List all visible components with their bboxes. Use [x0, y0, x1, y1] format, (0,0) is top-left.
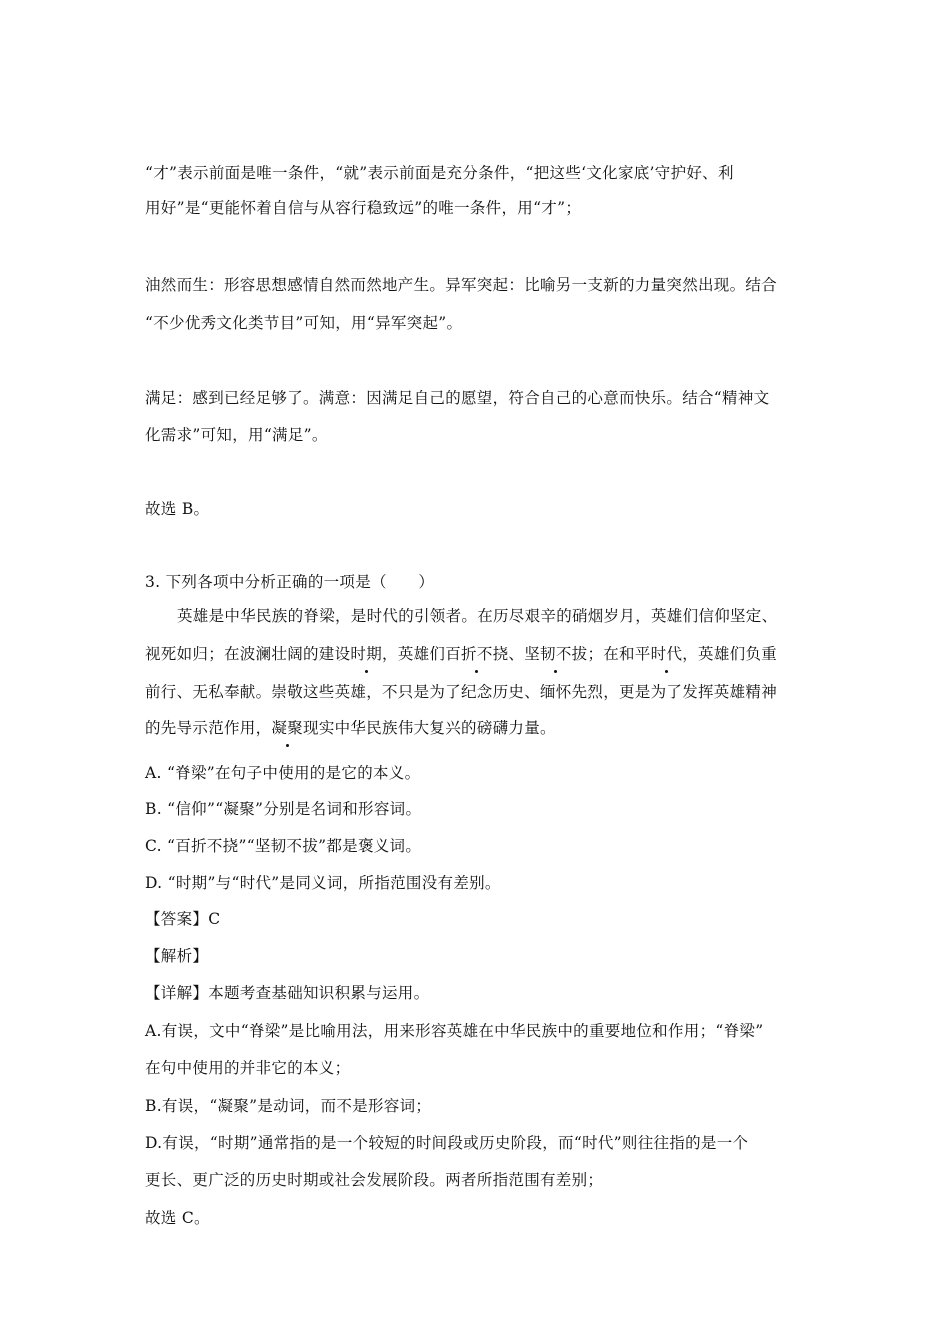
- passage-line: [145, 642, 777, 664]
- explain-a-line: 在句中使用的并非它的本义；: [145, 1059, 351, 1077]
- option-a: A. “脊梁”在句子中使用的是它的本义。: [145, 764, 421, 782]
- text-line: 油然而生：形容思想感情自然而然地产生。异军突起：比喻另一支新的力量突然出现。结合: [145, 276, 778, 294]
- passage-text: 的先导示范作用，: [145, 719, 272, 737]
- passage-text: ；在和平: [587, 645, 651, 663]
- emphasized-word: 凝聚: [271, 716, 303, 738]
- option-d: D. “时期”与“时代”是同义词，所指范围没有差别。: [145, 874, 501, 892]
- conclusion-c: 故选 C。: [145, 1209, 210, 1227]
- passage-text: ，英雄们负重: [682, 645, 778, 663]
- detail-heading: 【详解】本题考查基础知识积累与运用。: [145, 984, 430, 1002]
- explain-d-line: D.有误，“时期”通常指的是一个较短的时间段或历史阶段，而“时代”则往往指的是一个: [145, 1134, 749, 1152]
- passage-line: 前行、无私奉献。崇敬这些英雄，不只是为了纪念历史、缅怀先烈，更是为了发挥英雄精神: [145, 683, 778, 701]
- passage-line: 英雄是中华民族的脊梁，是时代的引领者。在历尽艰辛的硝烟岁月，英雄们信仰坚定、: [177, 607, 778, 625]
- option-b: B. “信仰”“凝聚”分别是名词和形容词。: [145, 800, 422, 818]
- passage-text: ，英雄们: [382, 645, 446, 663]
- passage-text: 视死如归；在波澜壮阔的建设: [145, 645, 351, 663]
- text-line: “才”表示前面是唯一条件，“就”表示前面是充分条件，“把这些‘文化家底’守护好、利: [145, 164, 734, 182]
- passage-text: 现实中华民族伟大复兴的磅礴力量。: [303, 719, 556, 737]
- text-line: 用好”是“更能怀着自信与从容行稳致远”的唯一条件，用“才”；: [145, 199, 582, 217]
- text-line: 满足：感到已经足够了。满意：因满足自己的愿望，符合自己的心意而快乐。结合“精神文: [145, 389, 770, 407]
- emphasized-word: 百折不挠: [445, 642, 508, 664]
- emphasized-word: 坚韧不拔: [524, 642, 587, 664]
- option-c: C. “百折不挠”“坚韧不拔”都是褒义词。: [145, 837, 422, 855]
- passage-line: [145, 716, 556, 738]
- conclusion-b: 故选 B。: [145, 500, 210, 518]
- analysis-heading: 【解析】: [145, 947, 209, 965]
- answer-label: 【答案】C: [145, 910, 221, 928]
- emphasized-word: 时期: [350, 642, 382, 664]
- text-line: 化需求”可知，用“满足”。: [145, 426, 328, 444]
- emphasized-word: 时代: [651, 642, 683, 664]
- explain-a-line: A.有误，文中“脊梁”是比喻用法，用来形容英雄在中华民族中的重要地位和作用；“脊梁”: [145, 1022, 764, 1040]
- explain-b-line: B.有误，“凝聚”是动词，而不是形容词；: [145, 1097, 432, 1115]
- question-stem: 3. 下列各项中分析正确的一项是（ ）: [145, 573, 435, 591]
- explain-d-line: 更长、更广泛的历史时期或社会发展阶段。两者所指范围有差别；: [145, 1171, 604, 1189]
- passage-text: 、: [508, 645, 525, 663]
- text-line: “不少优秀文化类节目”可知，用“异军突起”。: [145, 314, 463, 332]
